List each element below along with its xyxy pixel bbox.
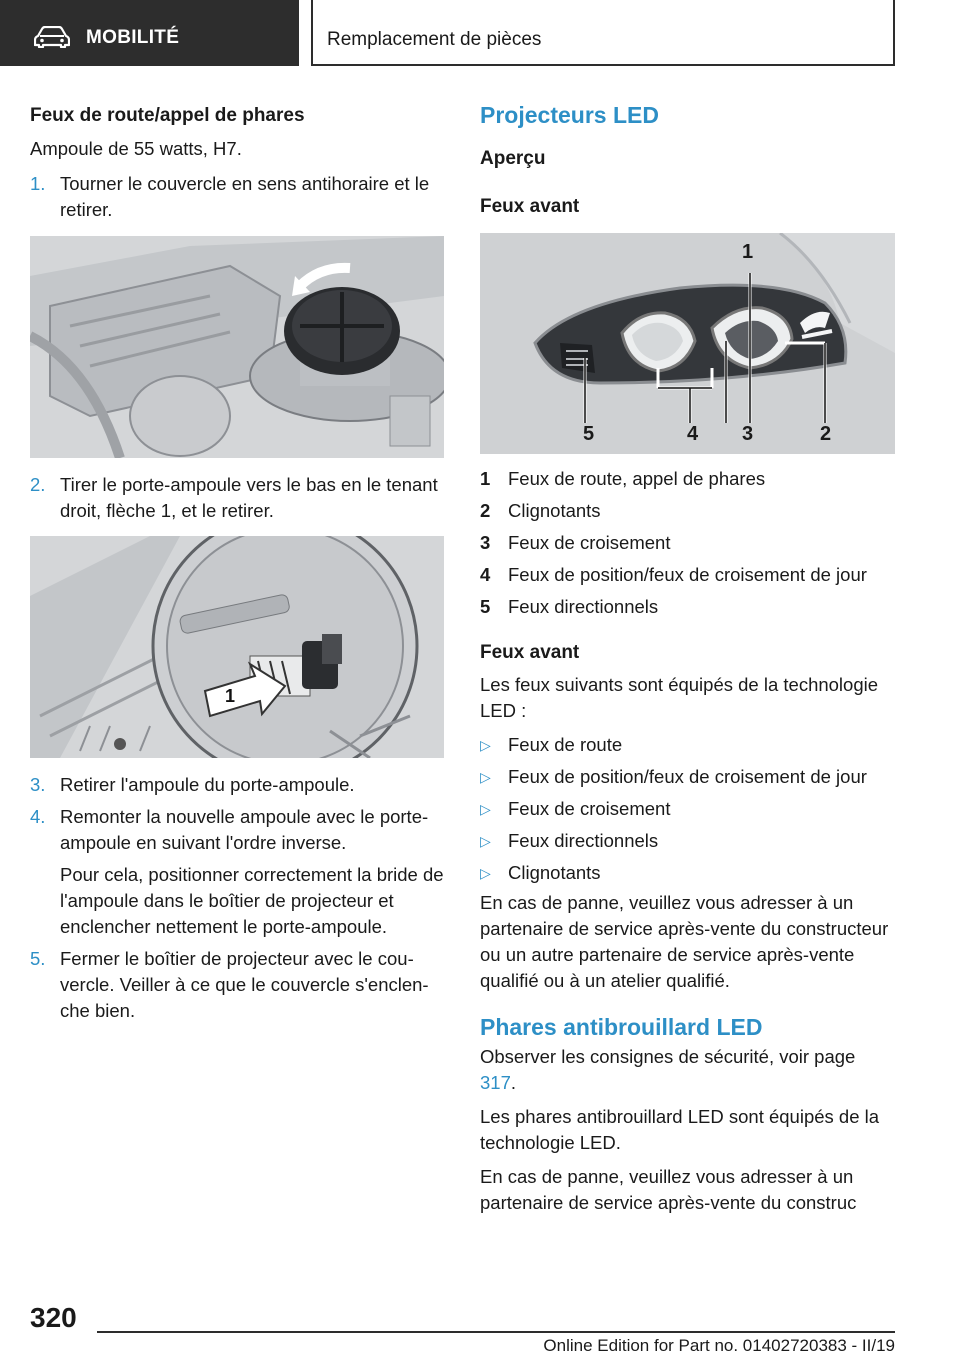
legend-number: 1 — [480, 468, 491, 489]
legend-number: 4 — [480, 564, 491, 585]
bullet-icon: ▷ — [480, 865, 491, 881]
list-item — [480, 764, 895, 790]
subheading-front-lights: Feux avant — [480, 196, 580, 217]
bullet-text: Clignotants — [508, 862, 601, 883]
section-title: MOBILITÉ — [86, 27, 180, 48]
section-heading-fog: Phares antibrouillard LED — [480, 1014, 763, 1040]
callout-3: 3 — [742, 423, 754, 445]
legend-item — [480, 562, 895, 588]
step-1 — [30, 171, 444, 223]
step-number: 1. — [30, 173, 46, 194]
fog-led-text: Les phares antibrouillard LED sont équipés de la technologie LED. — [480, 1106, 880, 1153]
legend-text: Feux directionnels — [508, 596, 659, 617]
bullet-icon: ▷ — [480, 833, 491, 849]
left-column — [30, 100, 444, 1024]
step-number: 5. — [30, 948, 46, 969]
led-intro: Les feux suivants sont équipés de la technologie LED : — [480, 674, 879, 721]
bullet-text: Feux directionnels — [508, 830, 659, 851]
step-text: Remonter la nouvelle ampoule avec le porte-ampoule en suivant l'ordre inverse. — [60, 806, 429, 853]
list-item — [480, 732, 895, 758]
subheading-high-beam: Feux de route/appel de phares — [30, 105, 305, 126]
step-number: 2. — [30, 474, 46, 495]
safety-ref-end: . — [510, 1072, 517, 1093]
legend-item — [480, 594, 895, 620]
fog-service-note: En cas de panne, veuillez vous adresser à un partenaire de service après-vente du construc — [480, 1166, 857, 1213]
legend-text: Feux de position/feux de croisement de jour — [508, 564, 867, 585]
page-number: 320 — [30, 1302, 77, 1333]
legend-item — [480, 466, 895, 492]
bulb-holder-figure — [30, 536, 444, 758]
section-heading-led: Projecteurs LED — [480, 102, 659, 128]
bulb-holder-illustration — [30, 536, 444, 758]
legend-text: Feux de route, appel de phares — [508, 468, 766, 489]
arrow-label: 1 — [225, 686, 236, 706]
service-note: En cas de panne, veuillez vous adresser à un partenaire de service après-vente du constructeur ou un autre partenaire de service après-vente qualifié ou à un atelier qualifié. — [480, 892, 889, 991]
headlight-figure — [480, 233, 895, 454]
chapter-tab[interactable] — [311, 0, 895, 66]
bulb-spec: Ampoule de 55 watts, H7. — [30, 138, 242, 159]
step-2 — [30, 472, 444, 524]
bullet-text: Feux de route — [508, 734, 623, 755]
bullet-icon: ▷ — [480, 769, 491, 785]
callout-5: 5 — [583, 423, 595, 445]
list-item — [480, 796, 895, 822]
step-text: Tirer le porte-ampoule vers le bas en le tenant droit, flèche 1, et le retirer. — [60, 474, 438, 521]
legend-item — [480, 530, 895, 556]
section-tab[interactable] — [0, 0, 299, 66]
callout-4: 4 — [687, 423, 699, 445]
safety-ref — [480, 1044, 895, 1096]
step-text: Tourner le couvercle en sens antihoraire et le retirer. — [60, 173, 430, 220]
step-text: Fermer le boîtier de projecteur avec le couvercle. Veiller à ce que le couvercle s'enclenche bien. — [60, 948, 429, 1021]
callout-2: 2 — [820, 423, 832, 445]
page-link-317[interactable]: 317 — [480, 1072, 511, 1093]
step-5 — [30, 946, 444, 1024]
callout-1: 1 — [742, 241, 754, 263]
car-icon — [34, 26, 70, 48]
step-4 — [30, 804, 444, 856]
list-item — [480, 828, 895, 854]
edition-note: Online Edition for Part no. 01402720383 - II/19 — [543, 1336, 895, 1355]
bullet-text: Feux de position/feux de croisement de jour — [508, 766, 867, 787]
bullet-text: Feux de croisement — [508, 798, 671, 819]
legend-number: 2 — [480, 500, 491, 521]
step-4-detail: Pour cela, positionner correctement la bride de l'ampoule dans le boîtier de projecteur et enclencher nettement le porte-ampoule. — [60, 864, 444, 937]
page-header — [0, 0, 960, 66]
step-number: 3. — [30, 774, 46, 795]
chapter-title: Remplacement de pièces — [327, 29, 542, 50]
legend-list — [480, 466, 895, 620]
legend-item — [480, 498, 895, 524]
legend-number: 5 — [480, 596, 491, 617]
bullet-icon: ▷ — [480, 801, 491, 817]
led-headlight-illustration — [480, 233, 895, 454]
step-3 — [30, 772, 444, 798]
right-column — [480, 100, 895, 1216]
subheading-front-lights-2: Feux avant — [480, 642, 580, 663]
bullet-icon: ▷ — [480, 737, 491, 753]
legend-text: Clignotants — [508, 500, 601, 521]
led-bullet-list — [480, 732, 895, 886]
step-number: 4. — [30, 806, 46, 827]
subheading-overview: Aperçu — [480, 148, 546, 169]
footer-divider — [97, 1331, 895, 1333]
headlamp-cover-illustration — [30, 236, 444, 458]
legend-text: Feux de croisement — [508, 532, 671, 553]
step-text: Retirer l'ampoule du porte-ampoule. — [60, 774, 355, 795]
legend-number: 3 — [480, 532, 491, 553]
list-item — [480, 860, 895, 886]
safety-ref-text: Observer les consignes de sécurité, voir page — [480, 1046, 856, 1067]
